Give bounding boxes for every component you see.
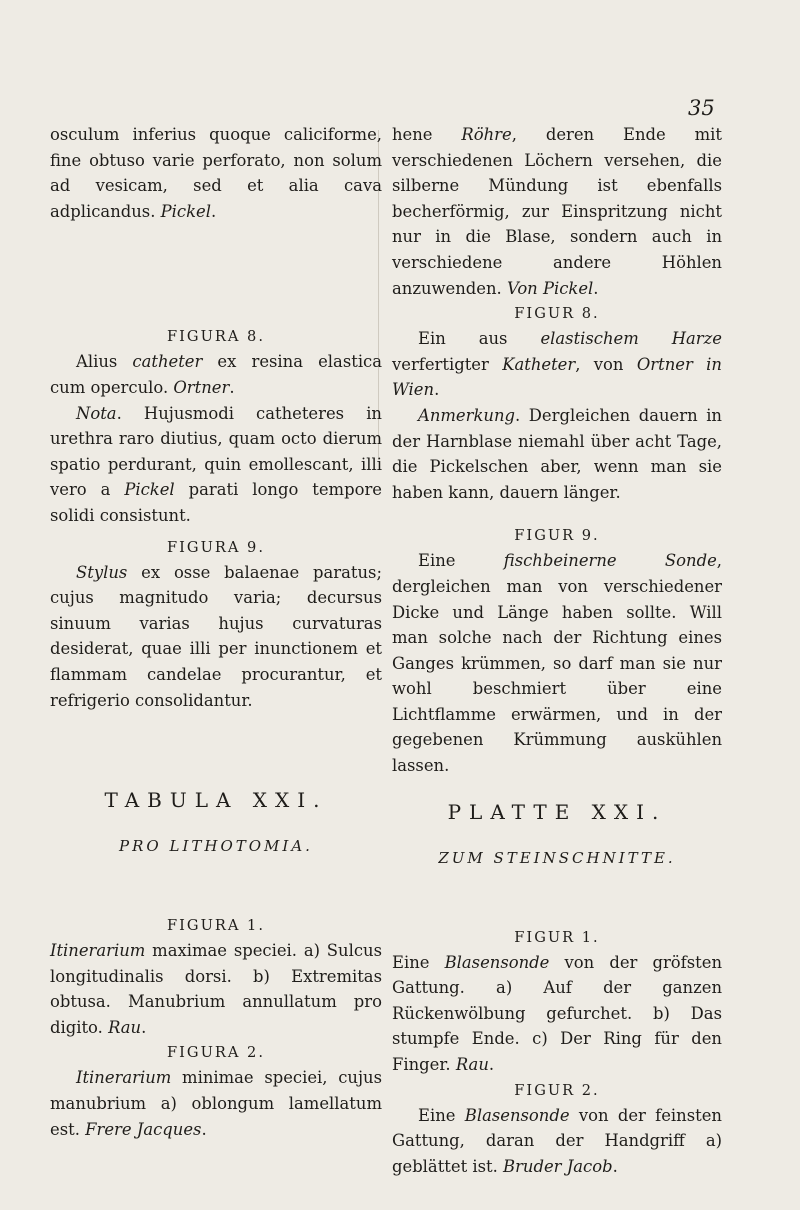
german-figur-2-text: Eine Blasensonde von der feinsten Gattung, daran der Handgriff a) geblättet ist. Bruder Jacob. — [392, 1105, 722, 1176]
german-figur-9-text: Eine fischbeinerne Sonde, dergleichen man von verschiedener Dicke und Länge haben sollte. Will man solche nach der Richtung eines Ganges krümmen, so darf man sie nur wohl beschmiert über eine Lichtflamme erwärmen, und in der gegebenen Krümmung auskühlen lassen. — [392, 551, 722, 776]
german-figur-1-text: Eine Blasensonde von der gröfsten Gattung. a) Auf der ganzen Rückenwölbung gefurchet. b) Das stumpfe Ende. c) Der Ring für den Finger. Rau. — [392, 952, 722, 1075]
german-figur-1-heading: FIGUR 1. — [514, 928, 600, 946]
latin-tabula-heading: TABULA XXI. — [104, 788, 328, 813]
latin-figura-1-text: Itinerarium maximae speciei. a) Sulcus longitudinalis dorsi. b) Extremitas obtusa. Manubrium annullatum pro digito. Rau. — [50, 941, 382, 1037]
latin-column — [50, 122, 382, 1142]
german-para-continued: hene Röhre, deren Ende mit verschiedenen Löchern versehen, die silberne Mündung ist ebenfalls becherförmig, zur Einspritzung nicht nur in die Blase, sondern auch in verschiedene andere Höhlen anzuwenden. Von Pickel. — [392, 125, 722, 298]
latin-figura-2-text: Itinerarium minimae speciei, cujus manubrium a) oblongum lamellatum est. Frere Jacques. — [50, 1068, 382, 1139]
german-figur-8-text: Ein aus elastischem Harze verfertigter Katheter, von Ortner in Wien. — [392, 329, 722, 400]
page-number: 35 — [688, 96, 715, 120]
latin-figura-8-heading: FIGURA 8. — [167, 328, 265, 346]
german-column — [392, 122, 722, 1179]
latin-figura-9-text: Stylus ex osse balaenae paratus; cujus magnitudo varia; decursus sinuum varias hujus curvaturas desiderat, quae illi per inunctionem et flammam candelae procurantur, et refrigerio consolidantur. — [50, 562, 382, 710]
german-figur-9-heading: FIGUR 9. — [514, 527, 600, 545]
german-platte-subheading: ZUM STEINSCHNITTE. — [438, 848, 676, 867]
german-platte-heading: PLATTE XXI. — [447, 799, 667, 824]
latin-figura-9-heading: FIGURA 9. — [167, 538, 265, 556]
german-figur-2-heading: FIGUR 2. — [514, 1081, 600, 1099]
latin-figura-2-heading: FIGURA 2. — [167, 1044, 265, 1062]
latin-para-continued: osculum inferius quoque caliciforme, fine obtuso varie perforato, non solum ad vesicam, sed et alia cava adplicandus. Pickel. — [50, 125, 382, 221]
latin-tabula-subheading: PRO LITHOTOMIA. — [119, 837, 313, 856]
latin-figura-1-heading: FIGURA 1. — [167, 917, 265, 935]
latin-nota-text: Nota. Hujusmodi catheteres in urethra raro diutius, quam octo dierum spatio perdurant, quin emollescant, illi vero a Pickel parati longo tempore solidi consistunt. — [50, 403, 382, 525]
german-anmerkung-text: Anmerkung. Dergleichen dauern in der Harnblase niemahl über acht Tage, die Pickelschen aber, wenn man sie haben kann, dauern länger. — [392, 405, 722, 502]
german-figur-8-heading: FIGUR 8. — [514, 305, 600, 323]
latin-figura-8-text: Alius catheter ex resina elastica cum operculo. Ortner. — [50, 352, 383, 397]
